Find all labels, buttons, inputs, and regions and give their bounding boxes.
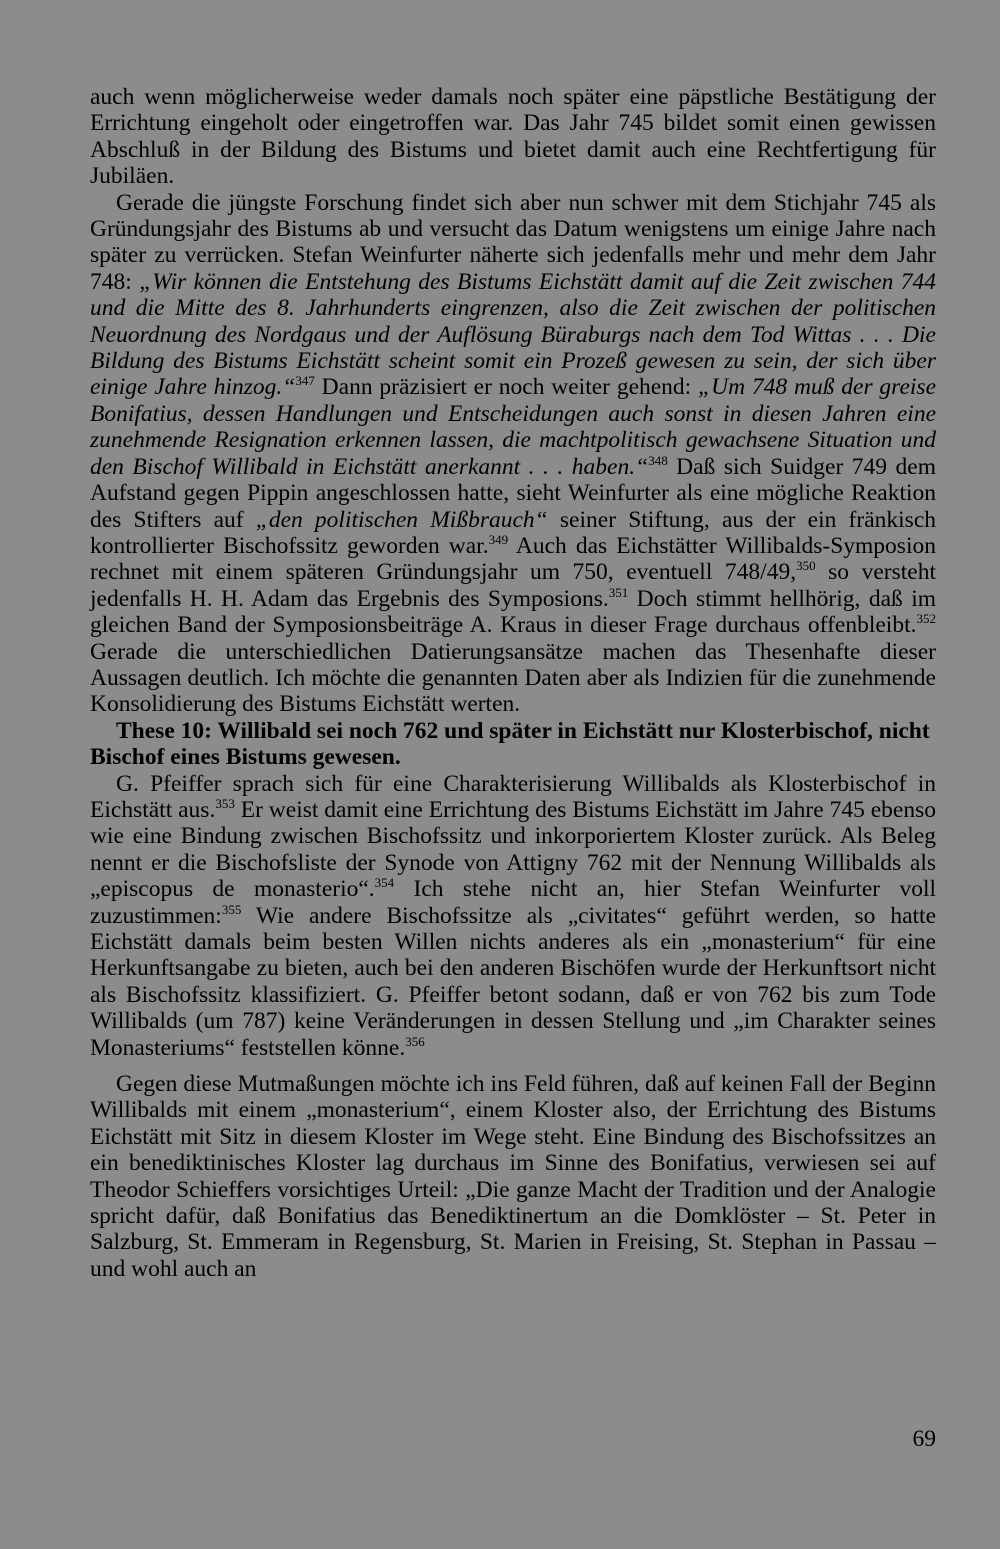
footnote-ref: 348 (648, 452, 668, 468)
quote-weinfurter-1: „Wir können die Entstehung des Bistums Eichstätt damit auf die Zeit zwischen 744 und die Mitte des 8. Jahrhunderts eingrenzen, also die Zeit zwischen der politischen Neuordnung des Nordgaus und der Auflösung Büraburgs nach dem Tod Wittas . . . Die Bildung des Bistums Eichstätt scheint somit ein Prozeß gewesen zu sein, der sich über einige Jahre hinzog.“ (90, 268, 936, 401)
footnote-ref: 353 (215, 795, 235, 811)
quote-missbrauch: „den politischen Mißbrauch“ (255, 506, 548, 533)
paragraph-2 (90, 190, 936, 718)
footnote-ref: 350 (796, 558, 816, 574)
page-number: 69 (912, 1426, 936, 1452)
footnote-ref: 347 (295, 373, 315, 389)
text-span: Ich stehe nicht an, hier Stefan Weinfurter voll zuzustimmen: (90, 876, 937, 929)
thesis-heading: These 10: Willibald sei noch 762 und später in Eichstätt nur Klosterbischof, nicht Bischof eines Bistums gewesen. (90, 717, 930, 771)
footnote-ref: 352 (916, 611, 936, 627)
text-span: Er weist damit eine Errichtung des Bistums Eichstätt im Jahre 745 ebenso wie eine Bindung zwischen Bischofssitz und inkorporiertem Kloster zurück. Als Beleg nennt er die Bischofsliste der Synode von Attigny 762 mit der Nennung Willibalds als „episcopus de monasterio“. (90, 796, 936, 903)
paragraph-1: auch wenn möglicherweise weder damals noch später eine päpstliche Bestätigung der Errichtung eingeholt oder eingetroffen war. Das Jahr 745 bildet somit einen gewissen Abschluß in der Bildung des Bistums und bietet damit auch eine Rechtfertigung für Jubiläen. (90, 84, 936, 190)
footnote-ref: 351 (608, 584, 629, 600)
text-span: Wie andere Bischofssitze als „civitates“ geführt werden, so hatte Eichstätt damals beim besten Willen nichts anderes als ein „monasterium“ für eine Herkunftsangabe zu bieten, auch bei den anderen Bischöfen wurde der Herkunftsort nicht als Bischofssitz klassifiziert. G. Pfeiffer betont sodann, daß er von 762 bis zum Tode Willibalds (um 787) keine Veränderungen in dessen Stellung und „im Charakter seines Monasteriums“ feststellen könne. (90, 902, 936, 1061)
text-span: Dann präzisiert er noch weiter gehend: (314, 374, 699, 401)
paragraph-4: Gegen diese Mutmaßungen möchte ich ins Feld führen, daß auf keinen Fall der Beginn Willibalds mit einem „monasterium“, einem Kloster also, der Errichtung des Bistums Eichstätt mit Sitz in diesem Kloster im Wege steht. Eine Bindung des Bischofssitzes an ein benediktinisches Kloster lag durchaus im Sinne des Bonifatius, verwiesen sei auf Theodor Schieffers vorsichtiges Urteil: „Die ganze Macht der Tradition und der Analogie spricht dafür, daß Bonifatius das Benediktinertum an die Domklöster – St. Peter in Salzburg, St. Emmeram in Regensburg, St. Marien in Freising, St. Stephan in Passau – und wohl auch an (90, 1071, 936, 1282)
footnote-ref: 349 (488, 531, 509, 547)
text-span: so versteht jedenfalls H. H. Adam das Ergebnis des Symposions. (90, 559, 936, 612)
text-span: Gerade die jüngste Forschung findet sich aber nun schwer mit dem Stichjahr 745 als Gründungsjahr des Bistums ab und versucht das Datum wenigstens um einige Jahre nach später zu verrücken. Stefan Weinfurter näherte sich jedenfalls mehr und mehr dem Jahr 748: (90, 189, 936, 295)
quote-weinfurter-2: „Um 748 muß der greise Bonifatius, dessen Handlungen und Entscheidungen auch sonst in diesen Jahren eine zunehmende Resignation erkennen lassen, die machtpolitisch gewachsene Situation und den Bischof Willibald in Eichstätt anerkannt . . . haben.“ (90, 374, 936, 480)
text-span: G. Pfeiffer sprach sich für eine Charakterisierung Willibalds als Klosterbischof in Eichstätt aus. (90, 770, 936, 823)
footnote-ref: 354 (374, 875, 395, 891)
text-span: Gerade die unterschiedlichen Datierungsansätze machen das Thesenhafte dieser Aussagen deutlich. Ich möchte die genannten Daten aber als Indizien für die zunehmende Konsolidierung des Bistums Eichstätt werten. (90, 638, 936, 718)
text-span: Doch stimmt hellhörig, daß im gleichen Band der Symposionsbeiträge A. Kraus in dieser Frage durchaus offenbleibt. (90, 585, 936, 639)
footnote-ref: 356 (405, 1033, 425, 1049)
text-span: Auch das Eichstätter Willibalds-Symposion rechnet mit einem späteren Gründungsjahr um 750, eventuell 748/49, (90, 532, 936, 586)
paragraph-3 (90, 771, 936, 1061)
page-body (90, 84, 936, 1282)
footnote-ref: 355 (221, 901, 242, 917)
text-span: seiner Stiftung, aus der ein fränkisch kontrollierter Bischofssitz geworden war. (90, 506, 936, 559)
text-span: Daß sich Suidger 749 dem Aufstand gegen Pippin angeschlossen hatte, sieht Weinfurter als eine mögliche Reaktion des Stifters auf (90, 453, 936, 533)
